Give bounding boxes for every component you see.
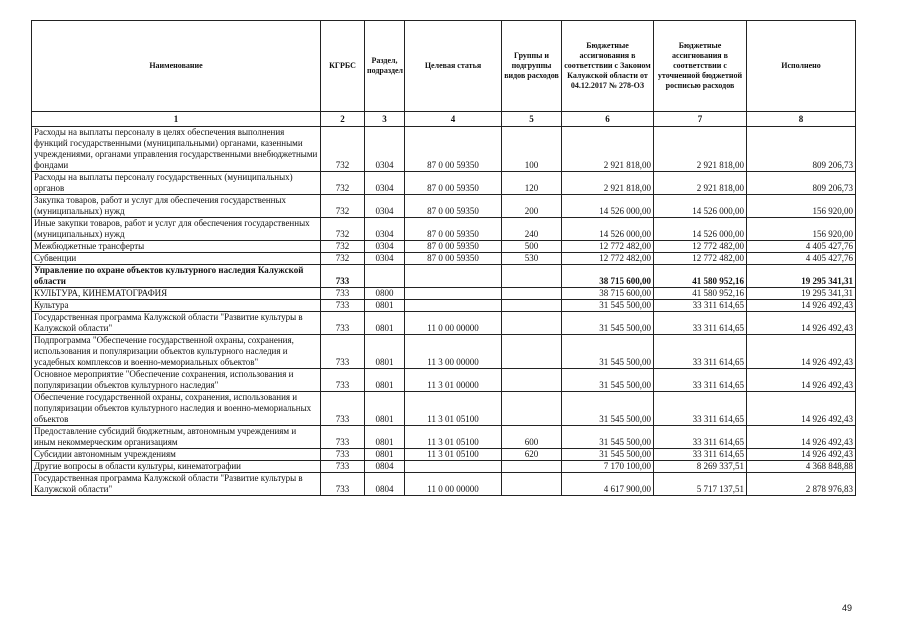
row-budget-list-cell: 5 717 137,51 — [654, 473, 747, 496]
header-target: Целевая статья — [405, 21, 502, 112]
row-budget-law-cell: 7 170 100,00 — [562, 461, 654, 473]
column-number: 2 — [321, 112, 365, 127]
row-kgrbs-cell: 733 — [321, 300, 365, 312]
row-group-cell — [502, 288, 562, 300]
row-kgrbs-cell: 732 — [321, 172, 365, 195]
row-section-cell: 0801 — [365, 300, 405, 312]
row-name-cell: Субсидии автономным учреждениям — [32, 449, 321, 461]
row-name-cell: Предоставление субсидий бюджетным, автономным учреждениям и иным некоммерческим организациям — [32, 426, 321, 449]
row-executed-cell: 4 368 848,88 — [747, 461, 856, 473]
row-target-cell: 11 3 01 05100 — [405, 426, 502, 449]
row-section-cell: 0304 — [365, 218, 405, 241]
row-budget-law-cell: 31 545 500,00 — [562, 369, 654, 392]
row-executed-cell: 14 926 492,43 — [747, 449, 856, 461]
row-section-cell: 0304 — [365, 195, 405, 218]
row-name-cell: Государственная программа Калужской области "Развитие культуры в Калужской области" — [32, 312, 321, 335]
row-group-cell: 100 — [502, 127, 562, 172]
header-name: Наименование — [32, 21, 321, 112]
row-budget-law-cell: 14 526 000,00 — [562, 195, 654, 218]
row-target-cell: 11 3 00 00000 — [405, 335, 502, 369]
row-kgrbs-cell: 733 — [321, 335, 365, 369]
row-name-cell: Основное мероприятие "Обеспечение сохранения, использования и популяризации объектов культурного наследия" — [32, 369, 321, 392]
row-group-cell — [502, 265, 562, 288]
header-kgrbs: КГРБС — [321, 21, 365, 112]
table-row — [32, 312, 856, 335]
row-name-cell: Управление по охране объектов культурного наследия Калужской области — [32, 265, 321, 288]
row-budget-list-cell: 8 269 337,51 — [654, 461, 747, 473]
row-executed-cell: 809 206,73 — [747, 172, 856, 195]
row-target-cell — [405, 265, 502, 288]
table-row — [32, 461, 856, 473]
row-kgrbs-cell: 733 — [321, 312, 365, 335]
row-group-cell: 500 — [502, 241, 562, 253]
row-target-cell: 87 0 00 59350 — [405, 253, 502, 265]
row-group-cell — [502, 461, 562, 473]
row-executed-cell: 809 206,73 — [747, 127, 856, 172]
row-target-cell — [405, 300, 502, 312]
row-group-cell: 120 — [502, 172, 562, 195]
table-row — [32, 288, 856, 300]
row-section-cell: 0801 — [365, 392, 405, 426]
row-executed-cell: 14 926 492,43 — [747, 300, 856, 312]
row-budget-law-cell: 4 617 900,00 — [562, 473, 654, 496]
row-group-cell — [502, 335, 562, 369]
row-budget-list-cell: 14 526 000,00 — [654, 218, 747, 241]
row-budget-list-cell: 33 311 614,65 — [654, 449, 747, 461]
column-number: 3 — [365, 112, 405, 127]
column-number: 5 — [502, 112, 562, 127]
header-executed: Исполнено — [747, 21, 856, 112]
row-section-cell: 0304 — [365, 253, 405, 265]
header-groups: Группы и подгруппы видов расходов — [502, 21, 562, 112]
row-section-cell: 0801 — [365, 426, 405, 449]
row-group-cell: 600 — [502, 426, 562, 449]
table-row — [32, 449, 856, 461]
row-group-cell — [502, 369, 562, 392]
row-kgrbs-cell: 733 — [321, 473, 365, 496]
row-name-cell: Межбюджетные трансферты — [32, 241, 321, 253]
row-budget-list-cell: 12 772 482,00 — [654, 241, 747, 253]
row-budget-list-cell: 33 311 614,65 — [654, 426, 747, 449]
row-kgrbs-cell: 732 — [321, 127, 365, 172]
row-budget-law-cell: 31 545 500,00 — [562, 335, 654, 369]
row-executed-cell: 14 926 492,43 — [747, 312, 856, 335]
header-budget-list: Бюджетные ассигнования в соответствии с уточненной бюджетной росписью расходов — [654, 21, 747, 112]
row-name-cell: Иные закупки товаров, работ и услуг для обеспечения государственных (муниципальных) нужд — [32, 218, 321, 241]
row-executed-cell: 14 926 492,43 — [747, 369, 856, 392]
row-kgrbs-cell: 732 — [321, 195, 365, 218]
row-executed-cell: 4 405 427,76 — [747, 253, 856, 265]
row-target-cell: 11 0 00 00000 — [405, 473, 502, 496]
row-name-cell: Закупка товаров, работ и услуг для обеспечения государственных (муниципальных) нужд — [32, 195, 321, 218]
table-row — [32, 241, 856, 253]
table-row — [32, 127, 856, 172]
row-budget-law-cell: 38 715 600,00 — [562, 288, 654, 300]
row-budget-law-cell: 12 772 482,00 — [562, 241, 654, 253]
row-target-cell — [405, 288, 502, 300]
row-name-cell: Обеспечение государственной охраны, сохранения, использования и популяризации объектов культурного наследия и военно-мемориальных объектов — [32, 392, 321, 426]
row-target-cell: 87 0 00 59350 — [405, 241, 502, 253]
column-number-row — [32, 112, 856, 127]
row-budget-list-cell: 2 921 818,00 — [654, 172, 747, 195]
page-number: 49 — [842, 603, 853, 613]
row-kgrbs-cell: 733 — [321, 392, 365, 426]
table-row — [32, 426, 856, 449]
column-number: 1 — [32, 112, 321, 127]
row-budget-list-cell: 41 580 952,16 — [654, 265, 747, 288]
budget-table — [31, 20, 856, 496]
row-group-cell: 620 — [502, 449, 562, 461]
row-budget-law-cell: 31 545 500,00 — [562, 300, 654, 312]
row-section-cell: 0800 — [365, 288, 405, 300]
row-target-cell: 11 3 01 05100 — [405, 449, 502, 461]
row-section-cell: 0304 — [365, 172, 405, 195]
header-budget-law: Бюджетные ассигнования в соответствии с Законом Калужской области от 04.12.2017 № 278-ОЗ — [562, 21, 654, 112]
row-budget-list-cell: 12 772 482,00 — [654, 253, 747, 265]
row-section-cell — [365, 265, 405, 288]
row-executed-cell: 19 295 341,31 — [747, 288, 856, 300]
row-kgrbs-cell: 732 — [321, 241, 365, 253]
row-budget-list-cell: 2 921 818,00 — [654, 127, 747, 172]
row-name-cell: Другие вопросы в области культуры, кинематографии — [32, 461, 321, 473]
table-row — [32, 300, 856, 312]
table-row — [32, 195, 856, 218]
row-budget-list-cell: 33 311 614,65 — [654, 335, 747, 369]
row-name-cell: Расходы на выплаты персоналу в целях обеспечения выполнения функций государственными (муниципальными) органами, казенными учреждениями, органами управления государственными внебюджетными фондами — [32, 127, 321, 172]
row-kgrbs-cell: 733 — [321, 461, 365, 473]
row-budget-law-cell: 12 772 482,00 — [562, 253, 654, 265]
row-budget-list-cell: 14 526 000,00 — [654, 195, 747, 218]
table-row — [32, 218, 856, 241]
row-budget-law-cell: 31 545 500,00 — [562, 392, 654, 426]
table-row — [32, 172, 856, 195]
header-row — [32, 21, 856, 112]
row-target-cell — [405, 461, 502, 473]
row-target-cell: 87 0 00 59350 — [405, 195, 502, 218]
row-executed-cell: 14 926 492,43 — [747, 392, 856, 426]
row-executed-cell: 2 878 976,83 — [747, 473, 856, 496]
header-section: Раздел, подраздел — [365, 21, 405, 112]
row-executed-cell: 14 926 492,43 — [747, 335, 856, 369]
budget-table-sheet — [31, 20, 855, 496]
row-section-cell: 0801 — [365, 335, 405, 369]
row-name-cell: КУЛЬТУРА, КИНЕМАТОГРАФИЯ — [32, 288, 321, 300]
column-number: 6 — [562, 112, 654, 127]
row-name-cell: Культура — [32, 300, 321, 312]
row-group-cell — [502, 300, 562, 312]
table-row — [32, 253, 856, 265]
row-kgrbs-cell: 733 — [321, 426, 365, 449]
row-kgrbs-cell: 733 — [321, 288, 365, 300]
row-group-cell: 530 — [502, 253, 562, 265]
row-executed-cell: 14 926 492,43 — [747, 426, 856, 449]
column-number: 8 — [747, 112, 856, 127]
row-name-cell: Государственная программа Калужской области "Развитие культуры в Калужской области" — [32, 473, 321, 496]
table-row — [32, 335, 856, 369]
row-kgrbs-cell: 733 — [321, 449, 365, 461]
table-row — [32, 392, 856, 426]
row-kgrbs-cell: 733 — [321, 265, 365, 288]
row-kgrbs-cell: 733 — [321, 369, 365, 392]
row-name-cell: Подпрограмма "Обеспечение государственной охраны, сохранения, использования и популяризации объектов культурного наследия и усадебных комплексов и военно-мемориальных объектов" — [32, 335, 321, 369]
row-budget-list-cell: 33 311 614,65 — [654, 300, 747, 312]
row-section-cell: 0304 — [365, 127, 405, 172]
row-group-cell — [502, 312, 562, 335]
row-executed-cell: 4 405 427,76 — [747, 241, 856, 253]
table-row — [32, 265, 856, 288]
row-target-cell: 87 0 00 59350 — [405, 218, 502, 241]
column-number: 4 — [405, 112, 502, 127]
row-section-cell: 0304 — [365, 241, 405, 253]
row-executed-cell: 156 920,00 — [747, 218, 856, 241]
row-section-cell: 0801 — [365, 369, 405, 392]
row-budget-list-cell: 33 311 614,65 — [654, 392, 747, 426]
row-target-cell: 11 3 01 00000 — [405, 369, 502, 392]
row-name-cell: Субвенции — [32, 253, 321, 265]
row-budget-list-cell: 41 580 952,16 — [654, 288, 747, 300]
row-name-cell: Расходы на выплаты персоналу государственных (муниципальных) органов — [32, 172, 321, 195]
row-budget-law-cell: 31 545 500,00 — [562, 449, 654, 461]
row-kgrbs-cell: 732 — [321, 218, 365, 241]
column-number: 7 — [654, 112, 747, 127]
row-group-cell — [502, 392, 562, 426]
row-budget-list-cell: 33 311 614,65 — [654, 312, 747, 335]
row-budget-law-cell: 2 921 818,00 — [562, 172, 654, 195]
row-group-cell: 200 — [502, 195, 562, 218]
row-group-cell — [502, 473, 562, 496]
row-budget-law-cell: 14 526 000,00 — [562, 218, 654, 241]
row-section-cell: 0804 — [365, 461, 405, 473]
row-budget-law-cell: 31 545 500,00 — [562, 312, 654, 335]
row-budget-law-cell: 2 921 818,00 — [562, 127, 654, 172]
table-row — [32, 369, 856, 392]
row-section-cell: 0801 — [365, 449, 405, 461]
row-kgrbs-cell: 732 — [321, 253, 365, 265]
row-section-cell: 0804 — [365, 473, 405, 496]
row-executed-cell: 156 920,00 — [747, 195, 856, 218]
row-budget-list-cell: 33 311 614,65 — [654, 369, 747, 392]
table-row — [32, 473, 856, 496]
row-target-cell: 87 0 00 59350 — [405, 172, 502, 195]
row-executed-cell: 19 295 341,31 — [747, 265, 856, 288]
row-target-cell: 87 0 00 59350 — [405, 127, 502, 172]
row-budget-law-cell: 38 715 600,00 — [562, 265, 654, 288]
row-budget-law-cell: 31 545 500,00 — [562, 426, 654, 449]
row-target-cell: 11 0 00 00000 — [405, 312, 502, 335]
row-target-cell: 11 3 01 05100 — [405, 392, 502, 426]
row-group-cell: 240 — [502, 218, 562, 241]
row-section-cell: 0801 — [365, 312, 405, 335]
